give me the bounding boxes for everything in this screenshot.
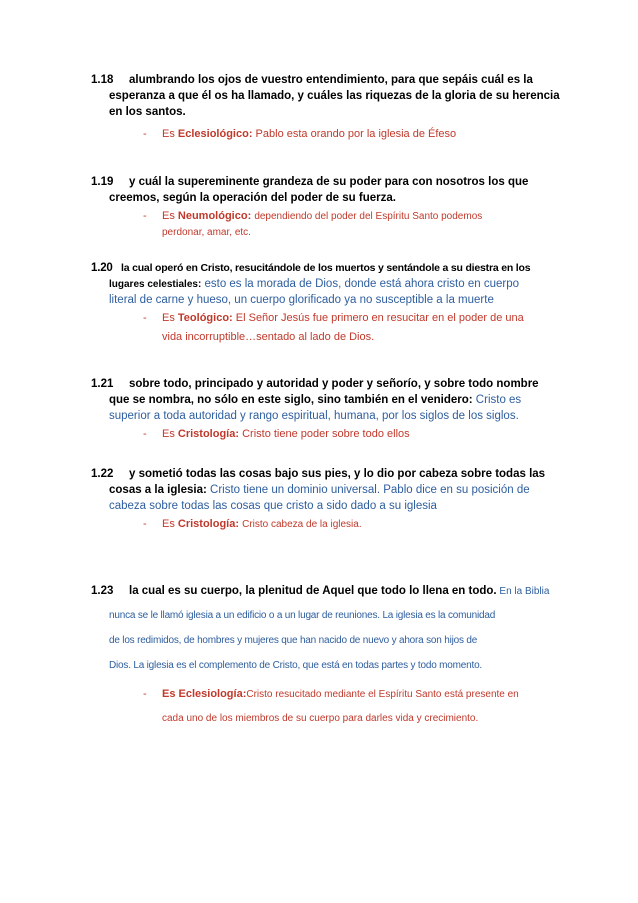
verse-text: alumbrando los ojos de vuestro entendimiento, para que sepáis cuál es la	[129, 74, 533, 86]
note-prefix: Es	[162, 312, 178, 324]
verse-text: creemos, según la operación del poder de su fuerza.	[109, 192, 396, 204]
note-prefix: Es	[162, 128, 178, 140]
bullet-dash: -	[143, 428, 147, 440]
verse-number: 1.20	[91, 262, 113, 274]
note-prefix: Es	[162, 210, 178, 222]
note-prefix: Es	[162, 518, 178, 530]
bullet-dash: -	[143, 688, 147, 700]
verse-text: y sometió todas las cosas bajo sus pies, y lo dio por cabeza sobre todas las	[129, 468, 546, 480]
verse-text: cosas a la iglesia:	[109, 484, 207, 496]
explanation-text: de los redimidos, de hombres y mujeres que han nacido de nuevo y ahora son hijos de	[109, 635, 478, 646]
explanation-text: Cristo tiene un dominio universal. Pablo dice en su posición de	[206, 484, 530, 496]
verse-1-23	[91, 583, 561, 727]
explanation-text: esto es la morada de Dios, donde está ahora cristo en cuerpo	[201, 278, 519, 290]
commentary-note	[91, 208, 561, 241]
note-category: Es Eclesiología:	[162, 688, 247, 700]
note-text: Cristo resucitado mediante el Espíritu Santo está presente en	[246, 689, 519, 700]
note-text: Pablo esta orando por la iglesia de Éfeso	[255, 128, 457, 140]
note-text: El Señor Jesús fue primero en resucitar en el poder de una	[235, 312, 524, 324]
verse-number: 1.22	[91, 468, 114, 480]
explanation-text: superior a toda autoridad y rango espiritual, humana, por los siglos de los siglos.	[109, 410, 519, 422]
explanation-text: Dios. La iglesia es el complemento de Cristo, que está en todas partes y todo momento.	[109, 660, 483, 671]
note-category: Neumológico:	[177, 210, 252, 222]
verse-number: 1.21	[91, 378, 114, 390]
verse-text: esperanza a que él os ha llamado, y cuáles las riquezas de la gloria de su herencia	[109, 90, 560, 102]
verse-1-22	[91, 466, 561, 533]
verse-1-20	[91, 260, 561, 345]
explanation-text: En la Biblia	[496, 586, 550, 597]
note-prefix: Es	[162, 428, 178, 440]
verse-1-18	[91, 72, 561, 142]
note-category: Cristología:	[177, 428, 240, 440]
note-text: Cristo cabeza de la iglesia.	[242, 519, 362, 530]
note-text: Cristo tiene poder sobre todo ellos	[242, 428, 410, 440]
note-category: Teológico:	[177, 312, 233, 324]
commentary-note	[91, 686, 561, 727]
verse-number: 1.23	[91, 585, 114, 597]
commentary-note	[91, 126, 561, 142]
commentary-note	[91, 516, 561, 533]
note-category: Cristología:	[177, 518, 240, 530]
bullet-dash: -	[143, 210, 147, 222]
explanation-text: nunca se le llamó iglesia a un edificio o a un lugar de reuniones. La iglesia es la comunidad	[109, 610, 496, 621]
verse-1-21	[91, 376, 561, 442]
verse-text: la cual es su cuerpo, la plenitud de Aquel que todo lo llena en todo.	[129, 585, 497, 597]
bullet-dash: -	[143, 518, 147, 530]
verse-text: en los santos.	[109, 106, 186, 118]
note-text: cada uno de los miembros de su cuerpo para darles vida y crecimiento.	[162, 713, 479, 724]
verse-number: 1.18	[91, 74, 114, 86]
commentary-note	[91, 310, 561, 345]
explanation-text: literal de carne y hueso, un cuerpo glorificado ya no susceptible a la muerte	[109, 294, 494, 306]
verse-1-19	[91, 174, 561, 241]
bullet-dash: -	[143, 312, 147, 324]
explanation-text: Cristo es	[472, 394, 522, 406]
verse-text: que se nombra, no sólo en este siglo, sino también en el venidero:	[109, 394, 473, 406]
verse-number: 1.19	[91, 176, 114, 188]
bullet-dash: -	[143, 128, 147, 140]
verse-text: la cual operó en Cristo, resucitándole de los muertos y sentándole a su diestra en los	[121, 262, 531, 274]
note-text: perdonar, amar, etc.	[162, 227, 251, 238]
note-text: vida incorruptible…sentado al lado de Dios.	[162, 331, 375, 343]
verse-text: y cuál la supereminente grandeza de su poder para con nosotros los que	[129, 176, 529, 188]
verse-text: lugares celestiales:	[109, 279, 202, 290]
explanation-text: cabeza sobre todas las cosas que cristo a sido dado a su iglesia	[109, 500, 437, 512]
commentary-note	[91, 426, 561, 442]
note-text: dependiendo del poder del Espíritu Santo podemos	[254, 211, 483, 222]
verse-text: sobre todo, principado y autoridad y poder y señorío, y sobre todo nombre	[129, 378, 539, 390]
note-category: Eclesiológico:	[177, 128, 253, 140]
